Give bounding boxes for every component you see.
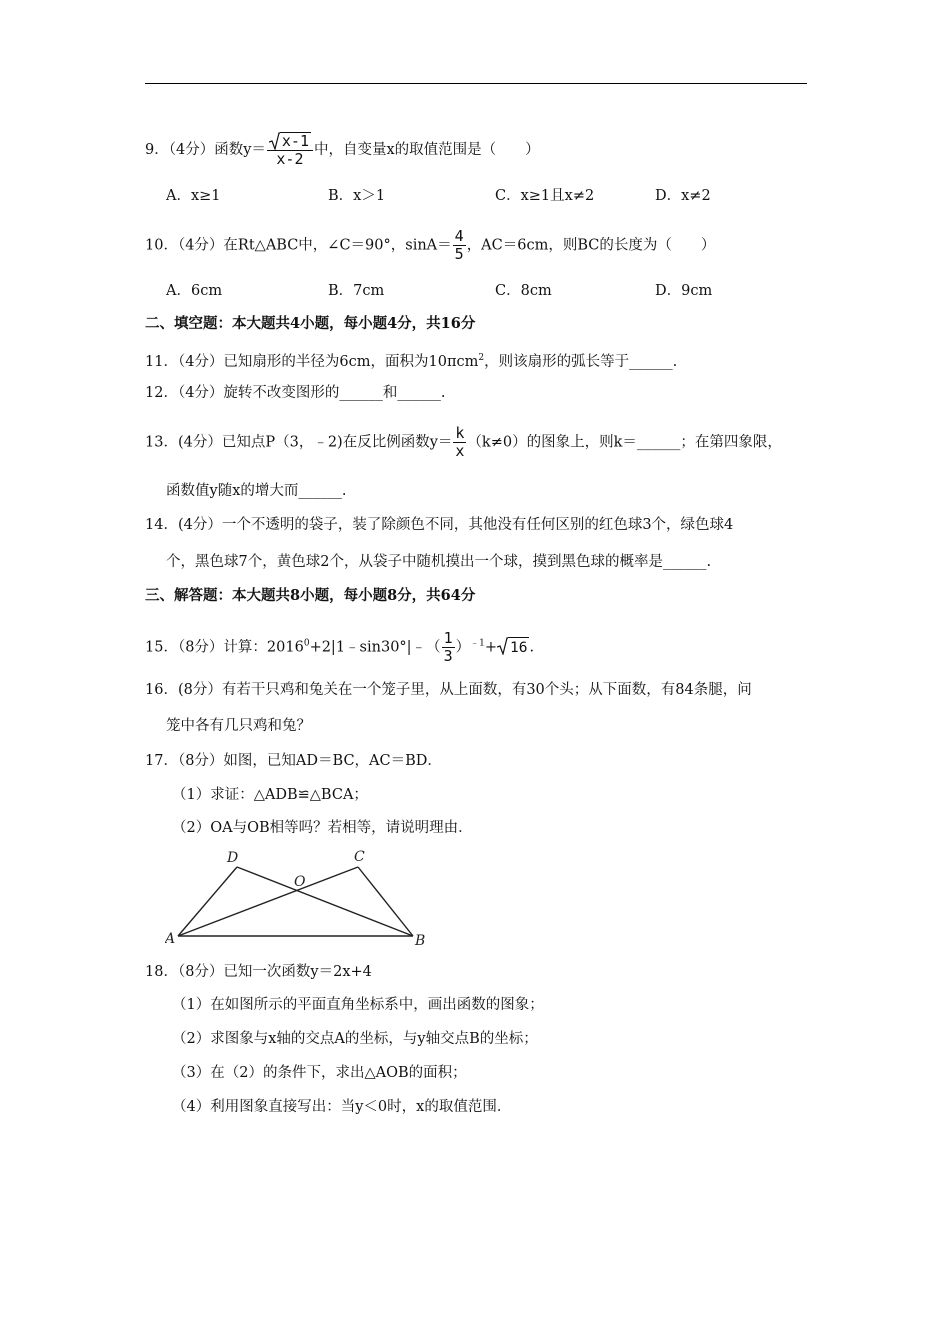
- question-15: [145, 630, 534, 665]
- q15-after: ）: [455, 639, 471, 656]
- q9-fraction: [267, 132, 313, 168]
- q10-option-c: C．8cm: [495, 283, 552, 299]
- header-rule: [145, 83, 807, 84]
- q10-prefix: 10．（4分）在Rt△ABC中，∠C＝90°，sinA＝: [145, 237, 452, 254]
- q13-denominator: x: [455, 442, 465, 460]
- q10-option-b: B．7cm: [328, 283, 385, 299]
- question-18-sub-2: （2）求图象与x轴的交点A的坐标，与y轴交点B的坐标；: [172, 1031, 538, 1047]
- q9-numerator: x-1: [281, 132, 309, 150]
- q10-option-d: D．9cm: [655, 283, 713, 299]
- question-11: [145, 348, 677, 372]
- question-16-line-2: 笼中各有几只鸡和兔？: [166, 718, 311, 734]
- q10-numerator: 4: [454, 227, 464, 245]
- question-13-line-2: 函数值y随x的增大而______.: [166, 483, 347, 499]
- q15-mid: +2|1﹣sin30°|﹣（: [309, 639, 441, 656]
- question-17-line-1: 17．（8分）如图，已知AD＝BC，AC＝BD．: [145, 753, 442, 769]
- q10-denominator: 5: [454, 245, 464, 263]
- q15-fraction: [442, 630, 455, 665]
- q10-fraction: [453, 228, 466, 263]
- q13-numerator: k: [455, 424, 465, 442]
- q15-radicand: 16: [508, 637, 529, 658]
- section-2-heading: 二、填空题：本大题共4小题，每小题4分，共16分: [145, 315, 476, 332]
- q11-text: 11．（4分）已知扇形的半径为6cm，面积为10πcm: [145, 354, 479, 370]
- segment-db: [237, 867, 413, 936]
- q15-plus: +: [484, 639, 497, 656]
- label-b: B: [415, 933, 426, 949]
- question-14-line-2: 个，黑色球7个，黄色球2个，从袋子中随机摸出一个球，摸到黑色球的概率是______.: [166, 554, 712, 570]
- q9-prefix: 9．（4分）函数: [145, 142, 244, 158]
- q11-tail: ，则该扇形的弧长等于______.: [484, 354, 678, 370]
- q15-end: .: [529, 639, 535, 656]
- q9-option-b: B．x＞1: [328, 188, 386, 204]
- question-14-line-1: 14．(4分）一个不透明的袋子，装了除颜色不同，其他没有任何区别的红色球3个，绿色球4: [145, 517, 734, 533]
- question-17-sub-2: （2）OA与OB相等吗？若相等，请说明理由．: [172, 820, 473, 836]
- q13-suffix: （k≠0）的图象上，则k＝______；在第四象限，: [467, 434, 782, 451]
- segment-ac: [178, 867, 358, 936]
- q11-sup: 2: [478, 353, 485, 363]
- question-18-line-1: 18．（8分）已知一次函数y＝2x+4: [145, 964, 372, 980]
- label-a: A: [165, 931, 176, 947]
- q9-option-c: C．x≥1且x≠2: [495, 188, 595, 204]
- q15-sup-1: ﹣1: [470, 638, 485, 649]
- q13-prefix: 13．(4分）已知点P（3，﹣2)在反比例函数y＝: [145, 434, 453, 451]
- question-18-sub-3: （3）在（2）的条件下，求出△AOB的面积；: [172, 1065, 467, 1081]
- q9-denominator: x-2: [276, 150, 304, 168]
- q9-y-eq: y＝: [243, 142, 266, 158]
- question-12: 12．（4分）旋转不改变图形的______和______.: [145, 385, 446, 401]
- q9-sqrt: [269, 132, 311, 150]
- q9-option-a: A．x≥1: [166, 188, 221, 204]
- q15-numerator: 1: [443, 629, 453, 647]
- q15-sqrt: [497, 637, 529, 658]
- q15-prefix: 15．（8分）计算：2016: [145, 639, 304, 656]
- question-18-sub-4: （4）利用图象直接写出：当y＜0时，x的取值范围．: [172, 1099, 512, 1115]
- q13-fraction: [453, 425, 466, 460]
- q15-denominator: 3: [443, 647, 453, 665]
- label-d: D: [227, 850, 239, 866]
- question-18-sub-1: （1）在如图所示的平面直角坐标系中，画出函数的图象；: [172, 997, 544, 1013]
- question-9: [145, 132, 540, 168]
- section-3-heading: 三、解答题：本大题共8小题，每小题8分，共64分: [145, 587, 476, 604]
- question-10: [145, 228, 715, 263]
- q9-suffix: 中，自变量x的取值范围是（ ）: [314, 142, 540, 158]
- question-17-sub-1: （1）求证：△ADB≌△BCA；: [172, 787, 368, 803]
- question-16-line-1: 16．(8分）有若干只鸡和兔关在一个笼子里，从上面数，有30个头；从下面数，有84条腿，问: [145, 682, 752, 698]
- segment-ad: [178, 867, 237, 936]
- triangle-figure: [165, 846, 435, 950]
- q9-option-d: D．x≠2: [655, 188, 711, 204]
- q10-option-a: A．6cm: [166, 283, 223, 299]
- label-c: C: [354, 849, 365, 865]
- q10-suffix: ，AC＝6cm，则BC的长度为（ ）: [466, 237, 716, 254]
- q15-sup-0: 0: [303, 638, 310, 649]
- label-o: O: [294, 874, 306, 890]
- question-13: [145, 425, 782, 460]
